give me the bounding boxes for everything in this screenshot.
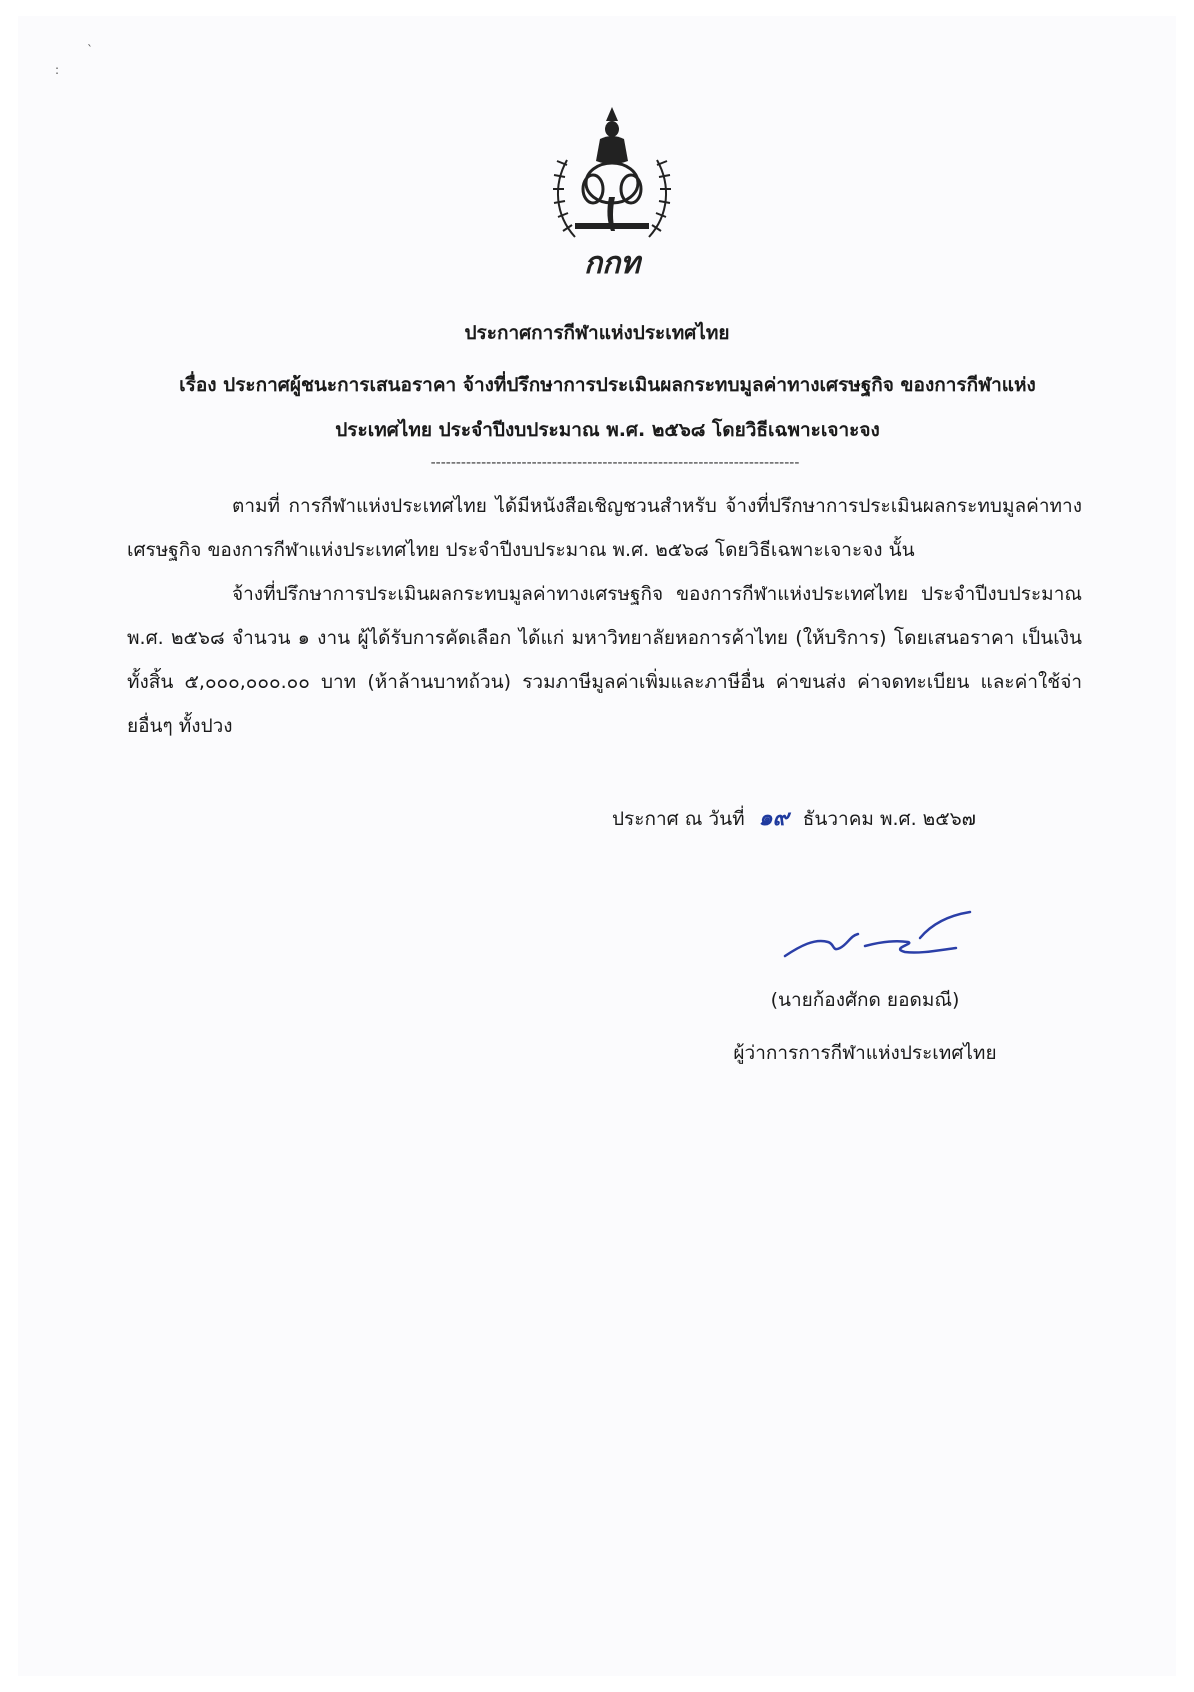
date-day-handwritten: ๑๙ <box>758 806 789 831</box>
signer-name: (นายก้องศักด ยอดมณี) <box>770 989 960 1011</box>
speck-1: ` <box>87 43 93 57</box>
date-prefix: ประกาศ ณ วันที่ <box>612 808 745 830</box>
erawan-emblem-logo-icon <box>545 105 679 281</box>
body-paragraph-1: ตามที่ การกีฬาแห่งประเทศไทย ได้มีหนังสือเชิญชวนสำหรับ จ้างที่ปรึกษาการประเมินผลกระทบมูลค่าทางเศรษฐกิจ ของการกีฬาแห่งประเทศไทย ประจำปีงบประมาณ พ.ศ. ๒๕๖๘ โดยวิธีเฉพาะเจาะจง นั้น <box>127 495 1082 561</box>
date-suffix: ธันวาคม พ.ศ. ๒๕๖๗ <box>802 808 976 830</box>
separator-line: ------------------------------------------------------------------------- <box>430 455 800 471</box>
handwritten-signature-icon <box>780 908 980 968</box>
speck-2: : <box>55 63 60 77</box>
signer-position: ผู้ว่าการการกีฬาแห่งประเทศไทย <box>733 1042 997 1064</box>
scan-specks <box>55 40 93 80</box>
announcement-date <box>612 800 976 835</box>
logo-initials: กกท <box>583 246 641 281</box>
announcement-subject: เรื่อง ประกาศผู้ชนะการเสนอราคา จ้างที่ปรึกษาการประเมินผลกระทบมูลค่าทางเศรษฐกิจ ของการกีฬาแห่งประเทศไทย ประจำปีงบประมาณ พ.ศ. ๒๕๖๘ โดยวิธีเฉพาะเจาะจง <box>179 374 1036 441</box>
announcement-title: ประกาศการกีฬาแห่งประเทศไทย <box>464 322 730 344</box>
body-paragraph-2: จ้างที่ปรึกษาการประเมินผลกระทบมูลค่าทางเศรษฐกิจ ของการกีฬาแห่งประเทศไทย ประจำปีงบประมาณ พ.ศ. ๒๕๖๘ จำนวน ๑ งาน ผู้ได้รับการคัดเลือก ได้แก่ มหาวิทยาลัยหอการค้าไทย (ให้บริการ) โดยเสนอราคา เป็นเงินทั้งสิ้น ๕,๐๐๐,๐๐๐.๐๐ บาท (ห้าล้านบาทถ้วน) รวมภาษีมูลค่าเพิ่มและภาษีอื่น ค่าขนส่ง ค่าจดทะเบียน และค่าใช้จ่ายอื่นๆ ทั้งปวง <box>127 583 1082 737</box>
